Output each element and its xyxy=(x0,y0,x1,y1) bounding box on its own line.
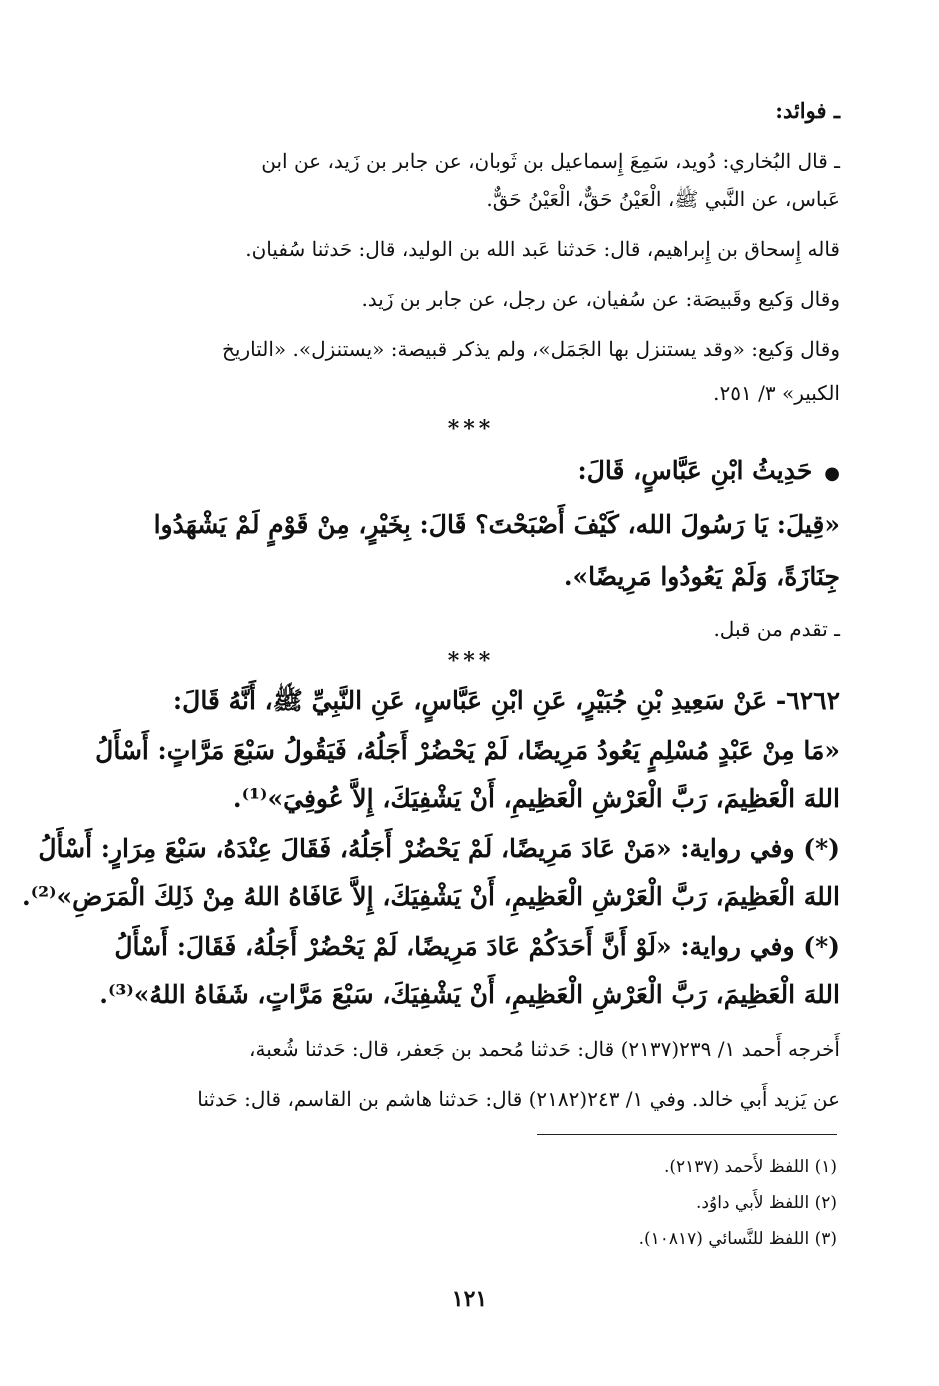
benefits-heading: ـ فوائد: xyxy=(775,98,840,123)
hadith-ibn-abbas-note: ـ تقدم من قبل. xyxy=(713,617,840,641)
takhrij-line-2: عن يَزيد أَبي خالد. وفي ١/ ٢٤٣(٢١٨٢) قال: حَدثنا هاشم بن القاسم، قال: حَدثنا xyxy=(197,1087,840,1111)
hadith-ibn-abbas-line-1: «قِيلَ: يَا رَسُولَ الله، كَيْفَ أَصْبَحْتَ؟ قَالَ: بِخَيْرٍ، مِنْ قَوْمٍ لَمْ يَشْهَدُوا xyxy=(153,510,840,539)
footnote-1: (١) اللفظ لأَحمد (٢١٣٧). xyxy=(663,1157,837,1177)
separator-stars: *** xyxy=(447,648,495,674)
bullet-icon: ● xyxy=(824,463,840,484)
footnote-3: (٣) اللفظ للنَّسائي (١٠٨١٧). xyxy=(638,1229,837,1249)
benefits-line-1: ـ قال البُخاري: دُويد، سَمِعَ إِسماعيل بن ثَوبان، عن جابر بن زَيد، عن ابن xyxy=(261,149,840,173)
hadith-6262-line-6: (*) وفي رواية: «لَوْ أَنَّ أَحَدَكُمْ عَادَ مَرِيضًا، لَمْ يَحْضُرْ أَجَلُهُ، فَقَالَ: أَسْأَلُ xyxy=(114,932,840,961)
hadith-6262-line-5: اللهَ الْعَظِيمَ، رَبَّ الْعَرْشِ الْعَظِيمِ، أَنْ يَشْفِيَكَ، إِلاَّ عَافَاهُ اللهُ مِنْ ذَلِكَ الْمَرَضِ»⁽²⁾. xyxy=(22,882,840,911)
hadith-6262-line-7: اللهَ الْعَظِيمَ، رَبَّ الْعَرْشِ الْعَظِيمِ، أَنْ يَشْفِيَكَ، سَبْعَ مَرَّاتٍ، شَفَاهُ اللهُ»⁽³⁾. xyxy=(99,980,840,1009)
footnote-divider xyxy=(537,1134,837,1135)
separator-stars: *** xyxy=(447,416,495,442)
benefits-line-5: وقال وَكيع: «وقد يستنزل بها الجَمَل»، ولم يذكر قبيصة: «يستنزل». «التاريخ xyxy=(222,337,840,361)
benefits-line-4: وقال وَكيع وقَبيصَة: عن سُفيان، عن رجل، عن جابر بن زَيد. xyxy=(361,287,840,311)
page-number: ١٢١ xyxy=(451,1286,488,1312)
hadith-6262-line-2: «مَا مِنْ عَبْدٍ مُسْلِمٍ يَعُودُ مَرِيضًا، لَمْ يَحْضُرْ أَجَلُهُ، فَيَقُولُ سَبْعَ مَرَّاتٍ: أَسْأَلُ xyxy=(95,736,840,765)
benefits-line-6: الكبير» ٣/ ٢٥١. xyxy=(713,381,840,405)
hadith-6262-line-3: اللهَ الْعَظِيمَ، رَبَّ الْعَرْشِ الْعَظِيمِ، أَنْ يَشْفِيَكَ، إِلاَّ عُوفِيَ»⁽¹⁾. xyxy=(232,784,840,813)
footnote-2: (٢) اللفظ لأَبي داوُد. xyxy=(696,1193,837,1213)
hadith-ibn-abbas-title-text: حَدِيثُ ابْنِ عَبَّاسٍ، قَالَ: xyxy=(577,456,813,485)
hadith-ibn-abbas-line-2: جِنَازَةً، وَلَمْ يَعُودُوا مَرِيضًا». xyxy=(563,562,840,591)
hadith-6262-line-1: ٦٢٦٢- عَنْ سَعِيدِ بْنِ جُبَيْرٍ، عَنِ ابْنِ عَبَّاسٍ، عَنِ النَّبِيِّ ﷺ، أَنَّهُ قَالَ: xyxy=(172,686,840,715)
takhrij-line-1: أَخرجه أَحمد ١/ ٢٣٩(٢١٣٧) قال: حَدثنا مُحمد بن جَعفر، قال: حَدثنا شُعبة، xyxy=(249,1037,840,1061)
benefits-line-2: عَباس، عن النَّبي ﷺ، الْعَيْنُ حَقٌّ، الْعَيْنُ حَقٌّ. xyxy=(486,187,840,211)
hadith-6262-line-4: (*) وفي رواية: «مَنْ عَادَ مَرِيضًا، لَمْ يَحْضُرْ أَجَلُهُ، فَقَالَ عِنْدَهُ، سَبْعَ مِرَارٍ: أَسْأَلُ xyxy=(38,834,840,863)
benefits-line-3: قاله إِسحاق بن إِبراهيم، قال: حَدثنا عَبد الله بن الوليد، قال: حَدثنا سُفيان. xyxy=(245,237,840,261)
hadith-ibn-abbas-title xyxy=(102,454,840,491)
